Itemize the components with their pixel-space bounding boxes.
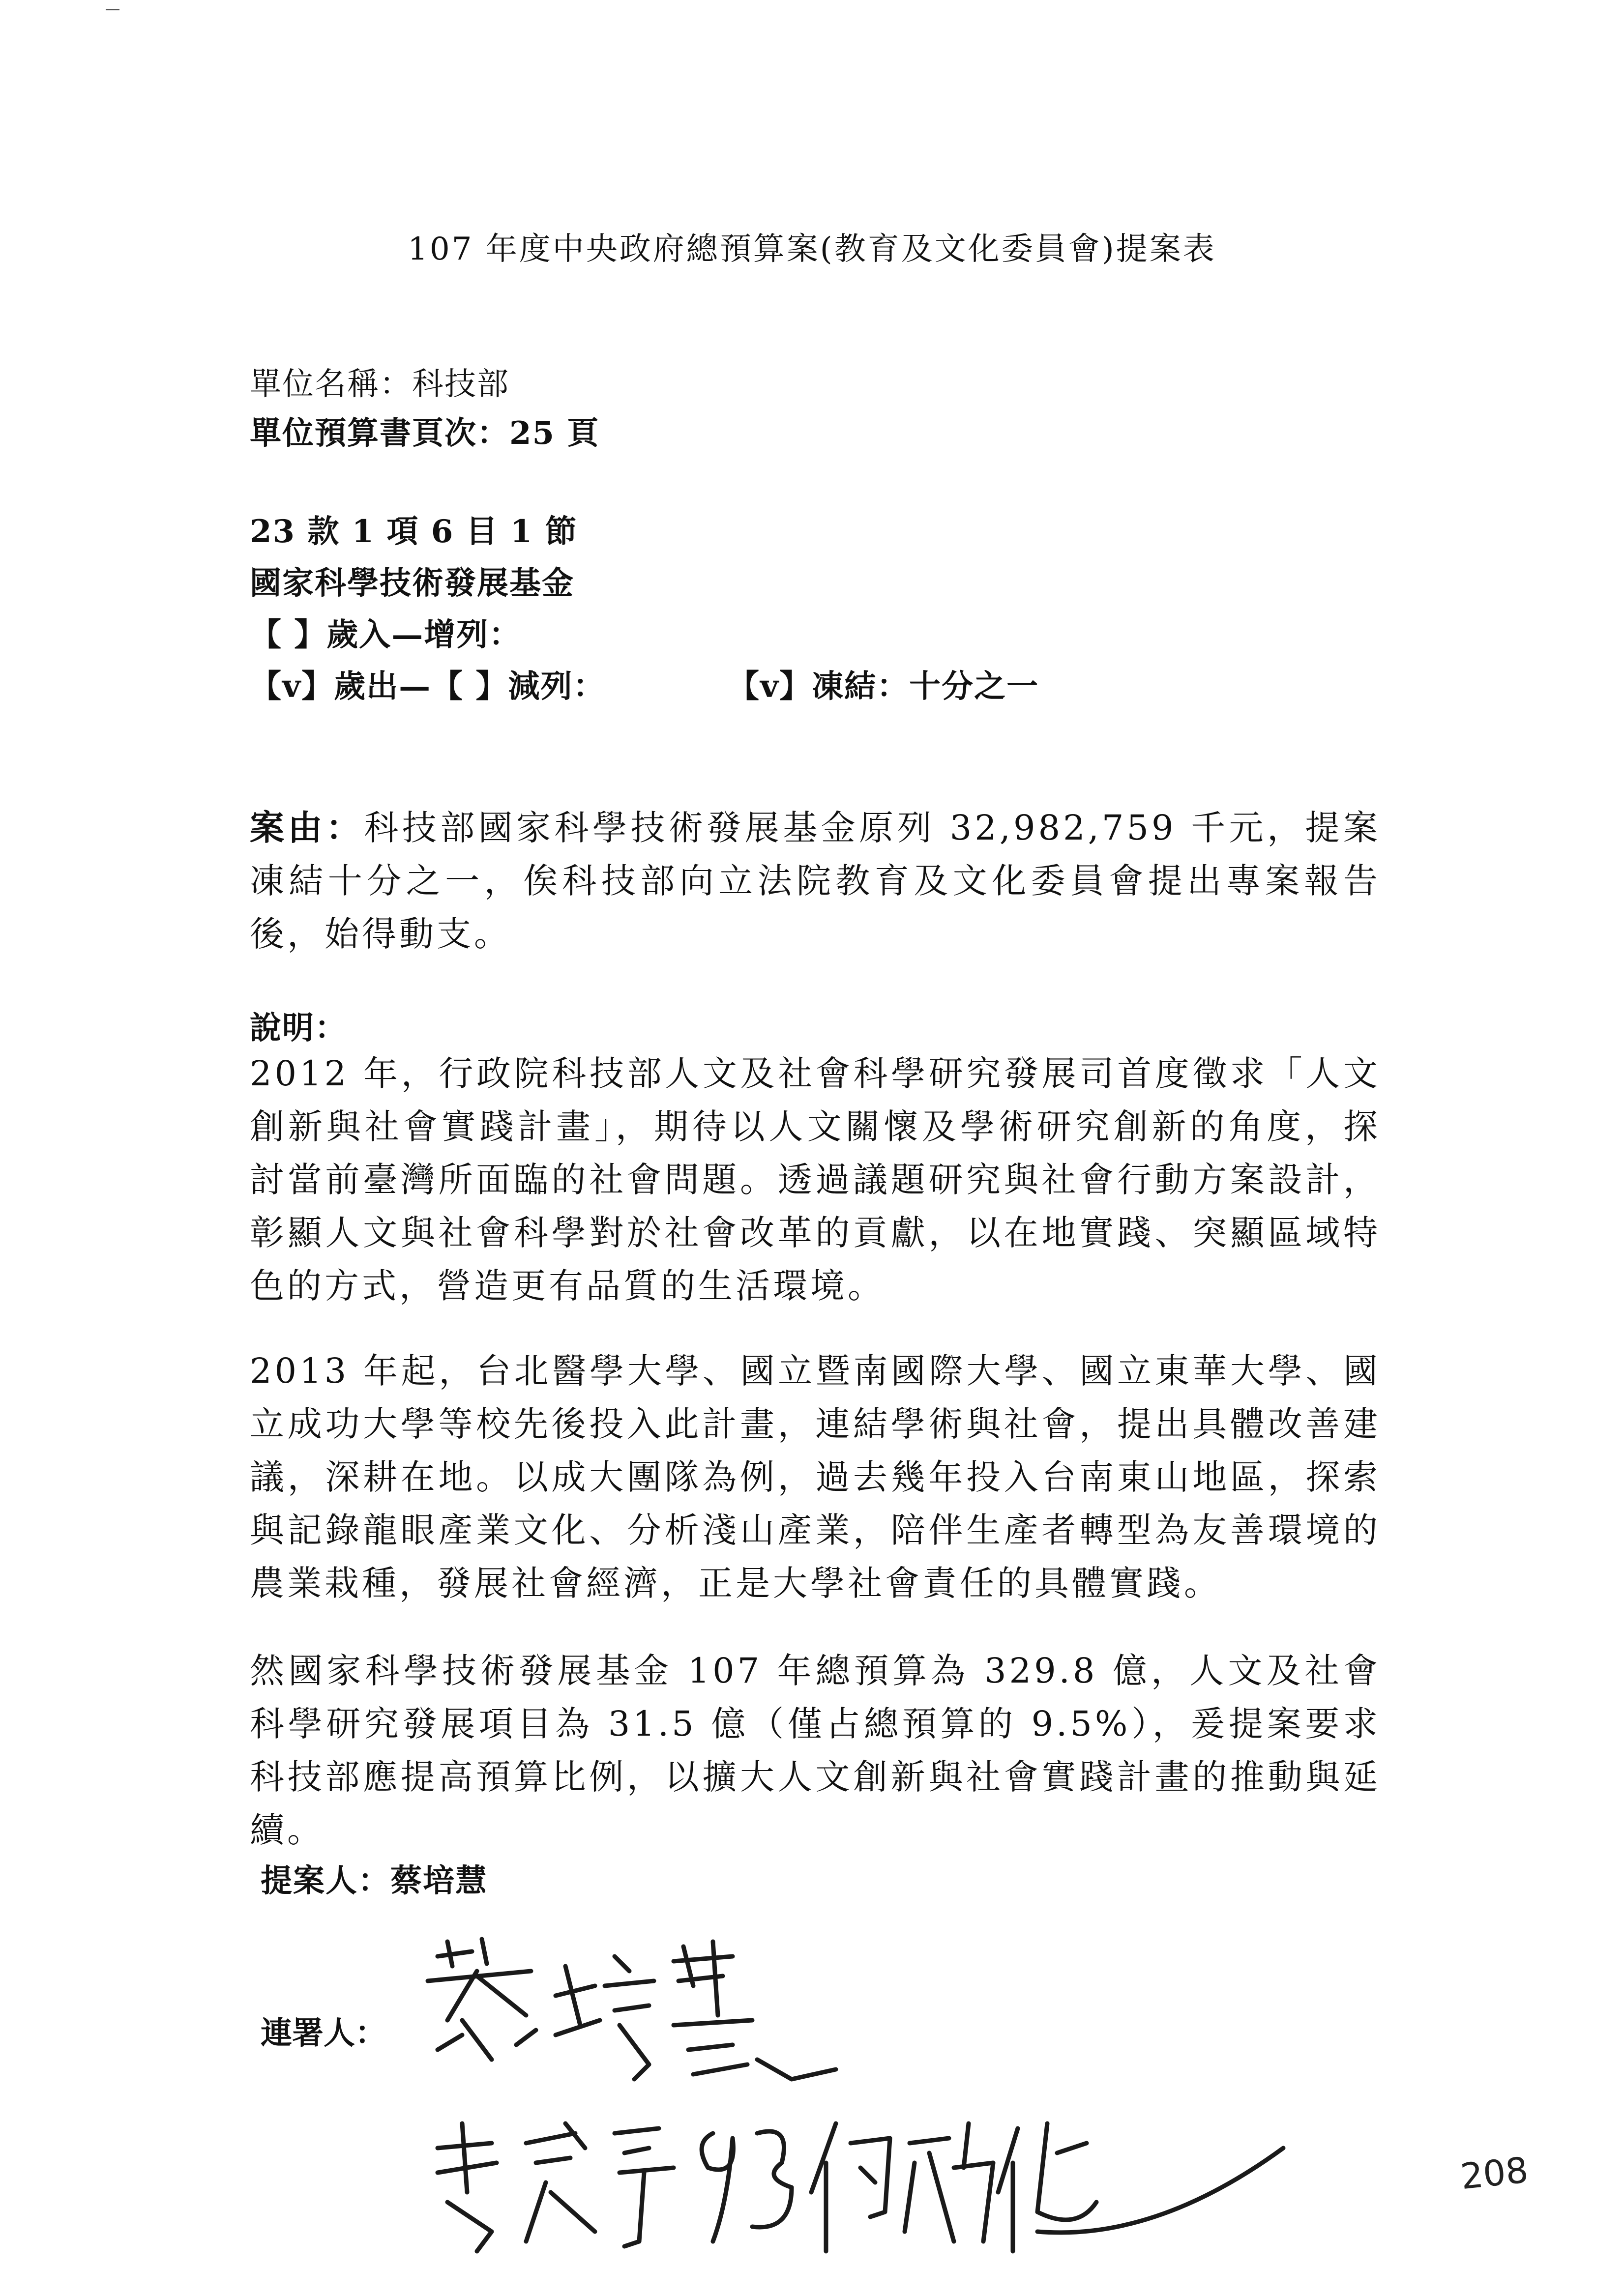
reason-text: 科技部國家科學技術發展基金原列 32,982,759 千元，提案凍結十分之一，俟科技部向立法院教育及文化委員會提出專案報告後，始得動支。 xyxy=(250,808,1381,954)
unit-name: 單位名稱：科技部 xyxy=(250,366,509,403)
explanation-paragraph-1: 2012 年，行政院科技部人文及社會科學研究發展司首度徵求「人文創新與社會實踐計畫」，期待以人文關懷及學術研究創新的角度，探討當前臺灣所面臨的社會問題。透過議題研究與社會行動方案設計，彰顯人文與社會科學對於社會改革的貢獻，以在地實踐、突顯區域特色的方式，營造更有品質的生活環境。 xyxy=(250,1053,1381,1306)
reason-paragraph xyxy=(250,801,1381,960)
proposer-line: 提案人：蔡培慧 xyxy=(261,1862,488,1899)
svg-text:208: 208 xyxy=(1458,2149,1531,2197)
unit-budget-page: 單位預算書頁次：25 頁 xyxy=(250,415,600,452)
explanation-label: 說明： xyxy=(250,1010,347,1046)
cosigners-label: 連署人： xyxy=(261,2015,386,2052)
cosigner-handwritten-signatures xyxy=(418,1937,1328,2281)
page-number xyxy=(1455,2143,1549,2197)
expense-decrease-line: 【v】歲出—【 】減列： xyxy=(250,668,606,705)
reason-label: 案由： xyxy=(250,807,364,848)
explanation-paragraph-2: 2013 年起，台北醫學大學、國立暨南國際大學、國立東華大學、國立成功大學等校先後投入此計畫，連結學術與社會，提出具體改善建議，深耕在地。以成大團隊為例，過去幾年投入台南東山地區，探索與記錄龍眼產業文化、分析淺山產業，陪伴生產者轉型為友善環境的農業栽種，發展社會經濟，正是大學社會責任的具體實踐。 xyxy=(250,1351,1381,1603)
explanation-paragraph-3: 然國家科學技術發展基金 107 年總預算為 329.8 億，人文及社會科學研究發展項目為 31.5 億（僅占總預算的 9.5%），爰提案要求科技部應提高預算比例，以擴大人文創新與社會實踐計畫的推動與延續。 xyxy=(250,1651,1381,1850)
fund-name: 國家科學技術發展基金 xyxy=(250,565,574,602)
revenue-increase-line: 【 】歲入—增列： xyxy=(250,616,522,653)
budget-item-code: 23 款 1 項 6 目 1 節 xyxy=(250,513,578,550)
scan-mark xyxy=(106,9,119,10)
freeze-line: 【v】凍結：十分之一 xyxy=(728,668,1039,705)
document-title: 107 年度中央政府總預算案(教育及文化委員會)提案表 xyxy=(408,231,1216,267)
